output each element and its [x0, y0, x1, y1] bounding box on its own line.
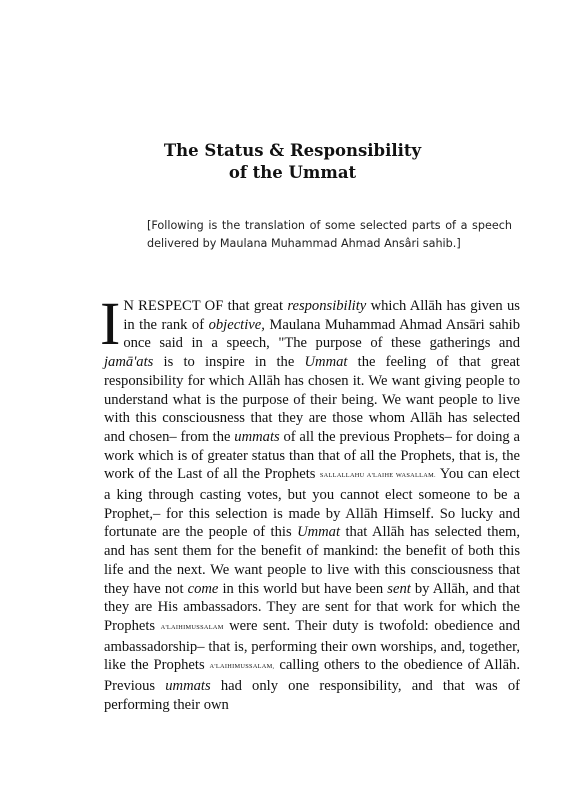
- body-span: by Allāh, and that they are His ambassadors. They are sent for that work for which the Prophets: [104, 580, 520, 634]
- italic-term: ummats: [234, 428, 280, 445]
- body-span: You can elect a king through casting votes, but you cannot elect someone to be a Prophet,– for this selection is made by Allāh Himself. So lucky and fortunate are the people of this: [104, 466, 520, 541]
- body-span: had only one responsibility, and that was of performing their own: [104, 678, 520, 713]
- intro-note: [Following is the translation of some selected parts of a speech delivered by Maulana Muhammad Ahmad Ansâri sahib.]: [147, 219, 512, 250]
- title-line-1: The Status & Responsibility: [163, 141, 422, 160]
- page-title: [0, 140, 585, 184]
- body-span: the feeling of that great responsibility for which Allāh has chosen it. We want giving people to understand what is the purpose of their being. We want people to live with this consciousness that they are those whom Allāh has selected and chosen– from the: [104, 354, 520, 445]
- drop-cap: I: [100, 291, 121, 358]
- italic-term: Ummat: [304, 354, 348, 371]
- body-span: of all the previous Prophets– for doing a work which is of greater status than that of all the Prophets, that is, the work of the Last of all the Prophets: [104, 428, 520, 483]
- body-span: in this world but have been: [218, 580, 388, 597]
- body-span: were sent. Their duty is twofold: obedience and ambassadorship– that is, performing their own worships, and, together, like the Prophets: [104, 617, 520, 674]
- honorific: SALLALLAHU A'LAIHE WASALLAM.: [319, 472, 436, 480]
- body-text: [100, 291, 520, 714]
- italic-term: sent: [387, 580, 411, 597]
- honorific: A'LAIHIMUSSALAM,: [209, 663, 275, 671]
- body-span: is to inspire in the: [153, 354, 305, 371]
- italic-term: responsibility: [287, 298, 367, 314]
- italic-term: ummats: [165, 678, 211, 695]
- body-paragraph: [100, 291, 520, 714]
- italic-term: jamā'ats: [104, 354, 154, 371]
- body-span: which Allāh has given us in the rank of: [123, 298, 520, 333]
- title-line-2: of the Ummat: [228, 163, 357, 182]
- body-span: calling others to the obedience of Allāh. Previous: [104, 657, 520, 695]
- italic-term: objective,: [208, 316, 265, 333]
- italic-term: come: [187, 580, 219, 597]
- body-span: that Allāh has selected them, and has sent them for the benefit of mankind: the benefit of both this life and the next. We want people to live with this consciousness that they have not: [104, 524, 520, 597]
- honorific: A'LAIHIMUSSALAM: [160, 623, 224, 631]
- body-span: N RESPECT OF that great: [123, 298, 288, 314]
- italic-term: Ummat: [297, 524, 341, 541]
- body-span: Maulana Muhammad Ahmad Ansāri sahib once said in a speech, "The purpose of these gatherings and: [123, 316, 520, 352]
